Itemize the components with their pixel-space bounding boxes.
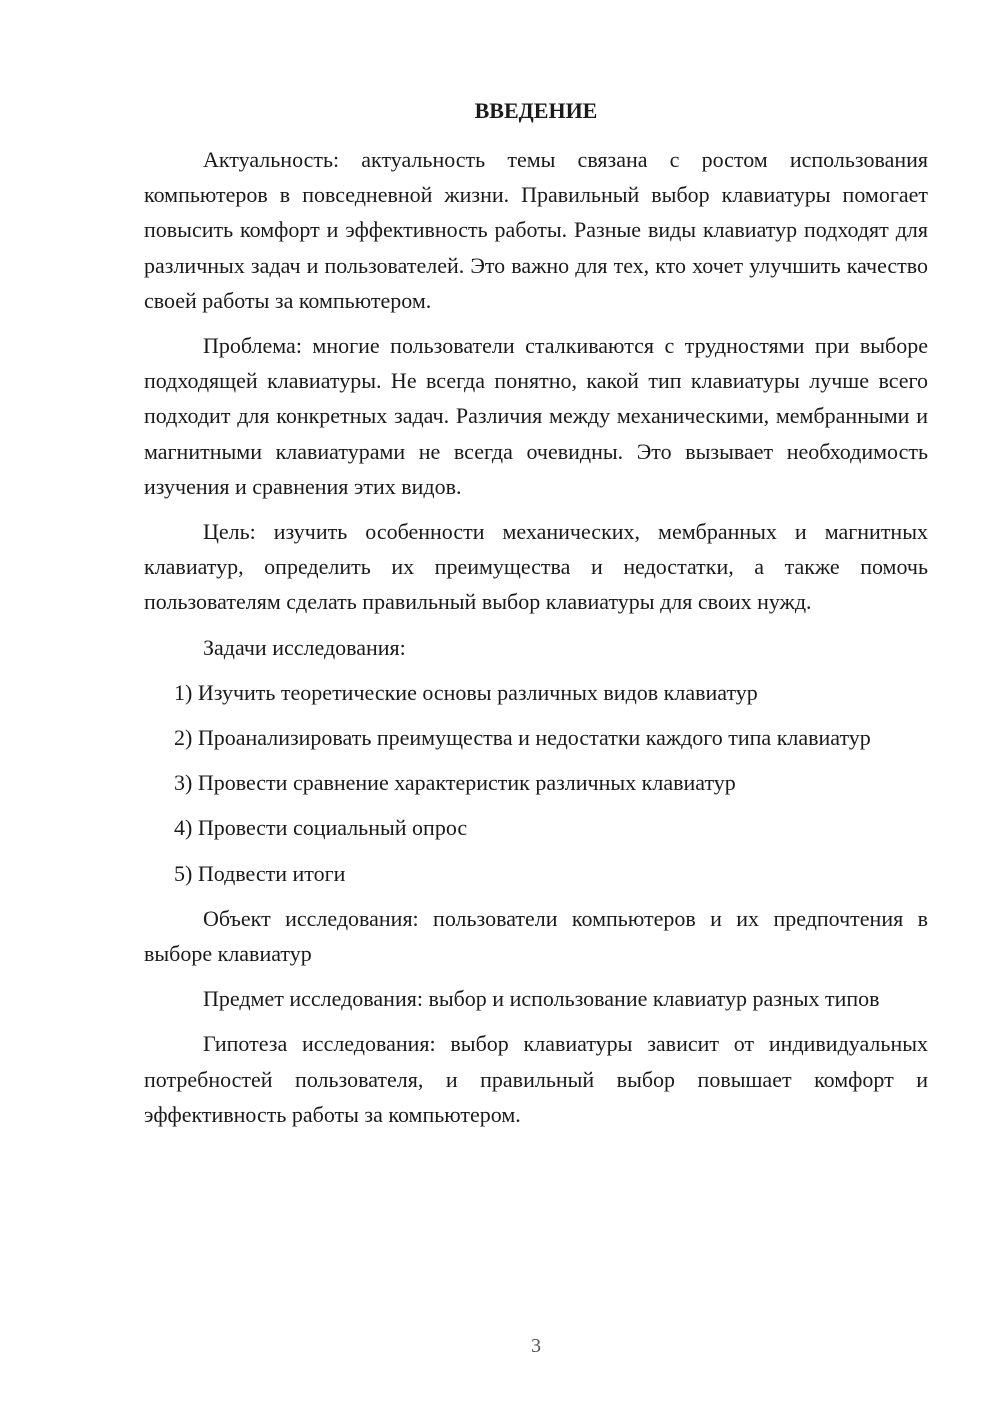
paragraph-relevance: Актуальность: актуальность темы связана с ростом использования компьютеров в повседневной жизни. Правильный выбор клавиатуры помогает повысить комфорт и эффективность работы. Разные виды клавиатур подходят для различных задач и пользователей. Это важно для тех, кто хочет улучшить качество своей работы за компьютером. [144,147,928,313]
paragraph-tasks-heading: Задачи исследования: [203,634,406,660]
paragraph-object: Объект исследования: пользователи компьютеров и их предпочтения в выборе клавиатур [144,905,928,967]
task-item-5: 5) Подвести итоги [174,860,346,886]
task-item-3: 3) Провести сравнение характеристик различных клавиатур [174,770,736,796]
paragraph-hypothesis: Гипотеза исследования: выбор клавиатуры зависит от индивидуальных потребностей пользователя, и правильный выбор повышает комфорт и эффективность работы за компьютером. [144,1031,928,1127]
task-item-4: 4) Провести социальный опрос [174,815,468,841]
paragraph-goal: Цель: изучить особенности механических, мембранных и магнитных клавиатур, определить их преимущества и недостатки, а также помочь пользователям сделать правильный выбор клавиатуры для своих нужд. [144,519,928,615]
paragraph-subject: Предмет исследования: выбор и использование клавиатур разных типов [203,986,880,1012]
task-item-1: 1) Изучить теоретические основы различных видов клавиатур [174,679,758,705]
document-body [144,142,928,1142]
paragraph-problem: Проблема: многие пользователи сталкиваются с трудностями при выборе подходящей клавиатуры. Не всегда понятно, какой тип клавиатуры лучше всего подходит для конкретных задач. Различия между механическими, мембранными и магнитными клавиатурами не всегда очевидны. Это вызывает необходимость изучения и сравнения этих видов. [144,333,928,499]
task-item-2: 2) Проанализировать преимущества и недостатки каждого типа клавиатур [174,725,871,751]
page-number: 3 [531,1335,541,1357]
section-title: ВВЕДЕНИЕ [474,98,598,123]
